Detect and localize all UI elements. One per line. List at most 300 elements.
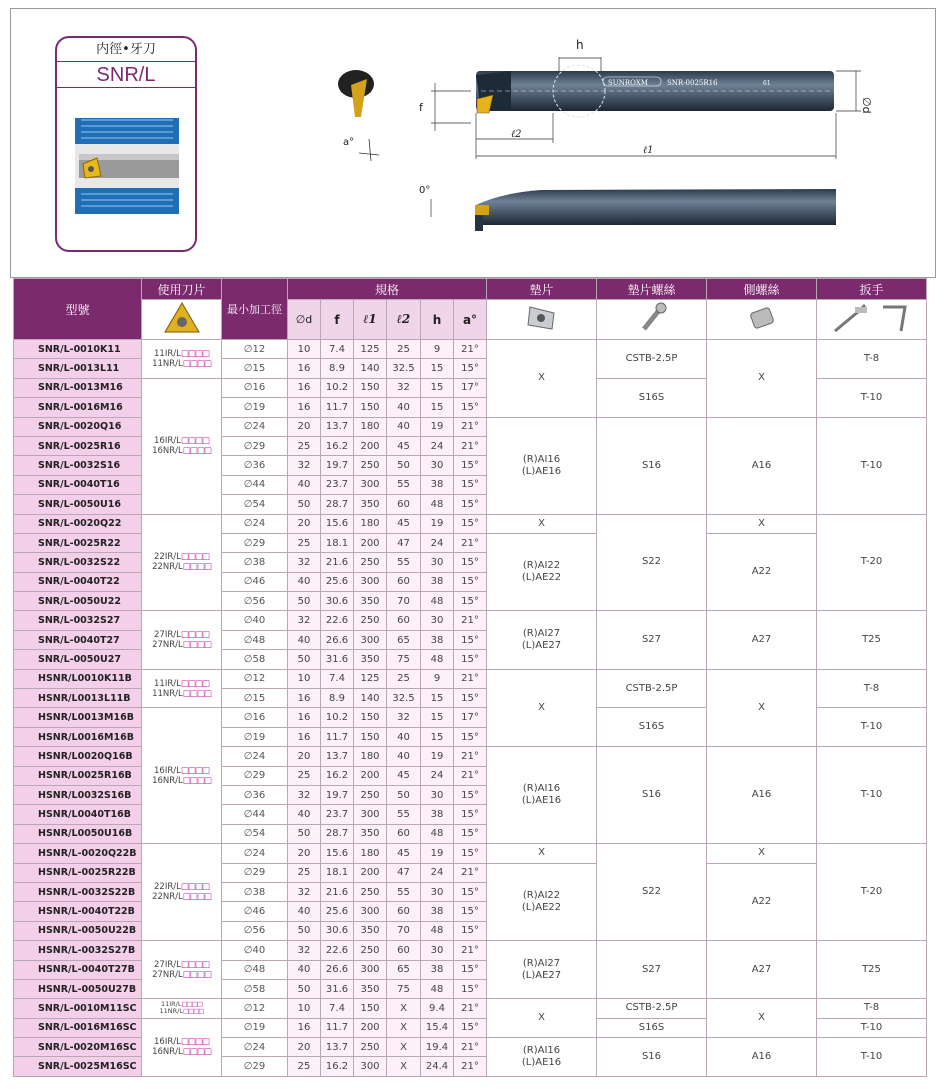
spec-cell: 47 — [387, 533, 421, 552]
model-cell: HSNR/L-0025R22B — [14, 863, 142, 882]
model-cell: SNR/L-0025R16 — [14, 436, 142, 455]
spec-cell: 20 — [288, 844, 321, 863]
spec-cell: 21° — [454, 766, 487, 785]
spec-cell: 32 — [288, 456, 321, 475]
spec-cell: 55 — [387, 475, 421, 494]
model-cell: SNR/L-0025M16SC — [14, 1057, 142, 1076]
header-model: 型號 — [14, 279, 142, 340]
spec-cell: 25 — [288, 1057, 321, 1076]
spec-cell: 19 — [421, 747, 454, 766]
model-cell: SNR/L-0040T27 — [14, 630, 142, 649]
min-bore-cell: ∅54 — [222, 824, 288, 843]
insert-cell — [142, 708, 222, 844]
model-cell: HSNR/L-0050U27B — [14, 979, 142, 998]
min-bore-cell: ∅38 — [222, 882, 288, 901]
boring-bar-side-view — [475, 189, 836, 231]
wrench-icon — [817, 300, 927, 340]
insert-mark: □□□□ — [180, 678, 209, 689]
side-screw-cell: X — [707, 999, 817, 1038]
spec-cell: 9 — [421, 340, 454, 359]
model-cell: SNR/L-0050U22 — [14, 592, 142, 611]
spec-cell: 20 — [288, 747, 321, 766]
spec-cell: 13.7 — [321, 747, 354, 766]
insert-line: 11IR/L — [154, 348, 181, 359]
min-bore-cell: ∅24 — [222, 514, 288, 533]
shim-cell: X — [487, 844, 597, 863]
spec-cell: 32 — [288, 611, 321, 630]
spec-cell: 40 — [387, 747, 421, 766]
insert-line: 16IR/L — [154, 436, 181, 447]
spec-cell: 60 — [387, 824, 421, 843]
spec-cell: 350 — [354, 592, 387, 611]
insert-mark: □□□□ — [182, 688, 211, 699]
insert-line: 16NR/L — [152, 1047, 183, 1058]
spec-cell: 40 — [288, 572, 321, 591]
spec-cell: 28.7 — [321, 824, 354, 843]
spec-cell: 125 — [354, 669, 387, 688]
spec-cell: 60 — [387, 902, 421, 921]
table-row — [14, 941, 927, 960]
spec-cell: X — [387, 1057, 421, 1076]
spec-cell: 21° — [454, 1057, 487, 1076]
spec-cell: 48 — [421, 650, 454, 669]
min-bore-cell: ∅15 — [222, 689, 288, 708]
insert-icon — [142, 300, 222, 340]
model-cell: SNR/L-0040T22 — [14, 572, 142, 591]
spec-cell: 350 — [354, 921, 387, 940]
side-screw-cell: A22 — [707, 863, 817, 941]
shim-screw-cell: S16S — [597, 708, 707, 747]
shim-screw-cell: CSTB-2.5P — [597, 999, 707, 1018]
model-cell: SNR/L-0050U16 — [14, 495, 142, 514]
spec-cell: 21.6 — [321, 553, 354, 572]
spec-cell: 15 — [421, 727, 454, 746]
min-bore-cell: ∅24 — [222, 1038, 288, 1057]
spec-cell: 32.5 — [387, 689, 421, 708]
spec-cell: 150 — [354, 378, 387, 397]
insert-mark: □□□□ — [182, 562, 211, 573]
spec-cell: 15° — [454, 785, 487, 804]
spec-cell: 150 — [354, 999, 387, 1018]
boring-bar-top-view — [476, 65, 836, 117]
shim-screw-cell: S22 — [597, 514, 707, 611]
spec-cell: 48 — [421, 979, 454, 998]
spec-cell: 21° — [454, 340, 487, 359]
insert-cell — [142, 378, 222, 514]
spec-col-h: h — [421, 300, 454, 340]
bar-model-text: SNR-0025R16 — [667, 79, 718, 87]
spec-cell: 40 — [288, 960, 321, 979]
min-bore-cell: ∅15 — [222, 359, 288, 378]
spec-cell: 15° — [454, 553, 487, 572]
spec-cell: 140 — [354, 359, 387, 378]
insert-mark: □□□□ — [182, 775, 211, 786]
insert-mark: □□□□ — [180, 348, 209, 359]
model-cell: SNR/L-0013M16 — [14, 378, 142, 397]
spec-cell: 30 — [421, 456, 454, 475]
model-cell: SNR/L-0010K11 — [14, 340, 142, 359]
spec-cell: 32 — [288, 785, 321, 804]
spec-cell: 250 — [354, 941, 387, 960]
spec-cell: 9 — [421, 669, 454, 688]
wrench-cell: T-20 — [817, 844, 927, 941]
insert-line: 16IR/L — [154, 1037, 181, 1048]
model-cell: HSNR/L0016M16B — [14, 727, 142, 746]
spec-cell: 15 — [421, 708, 454, 727]
spec-cell: 15° — [454, 902, 487, 921]
header-wrench: 扳手 — [817, 279, 927, 300]
model-cell: SNR/L-0032S27 — [14, 611, 142, 630]
table-row — [14, 669, 927, 688]
min-bore-cell: ∅12 — [222, 340, 288, 359]
shim-screw-cell: S27 — [597, 941, 707, 999]
insert-mark: □□□□ — [182, 640, 211, 651]
model-cell: SNR/L-0016M16SC — [14, 1018, 142, 1037]
spec-cell: 25.6 — [321, 902, 354, 921]
spec-cell: 38 — [421, 805, 454, 824]
spec-cell: 11.7 — [321, 727, 354, 746]
insert-line: 27IR/L — [154, 959, 181, 970]
header-insert: 使用刀片 — [142, 279, 222, 300]
table-row — [14, 844, 927, 863]
insert-mark: □□□□ — [180, 552, 209, 563]
spec-cell: 200 — [354, 1018, 387, 1037]
shim-icon — [487, 300, 597, 340]
spec-cell: X — [387, 1018, 421, 1037]
table-row — [14, 611, 927, 630]
spec-cell: 19 — [421, 844, 454, 863]
spec-cell: 150 — [354, 398, 387, 417]
shim-cell: (R)AI16 (L)AE16 — [487, 1038, 597, 1077]
shim-screw-cell: S16 — [597, 1038, 707, 1077]
spec-cell: 32 — [387, 708, 421, 727]
insert-cell — [142, 844, 222, 941]
model-cell: SNR/L-0025R22 — [14, 533, 142, 552]
side-screw-cell: A27 — [707, 611, 817, 669]
spec-cell: 21° — [454, 1038, 487, 1057]
min-bore-cell: ∅29 — [222, 436, 288, 455]
spec-cell: 10 — [288, 999, 321, 1018]
spec-cell: 250 — [354, 882, 387, 901]
spec-cell: 19.4 — [421, 1038, 454, 1057]
spec-cell: 18.1 — [321, 533, 354, 552]
min-bore-cell: ∅29 — [222, 766, 288, 785]
wrench-cell: T-20 — [817, 514, 927, 611]
spec-cell: 50 — [387, 785, 421, 804]
min-bore-cell: ∅12 — [222, 999, 288, 1018]
spec-cell: X — [387, 999, 421, 1018]
shim-cell: (R)AI22 (L)AE22 — [487, 533, 597, 611]
spec-cell: 31.6 — [321, 979, 354, 998]
min-bore-cell: ∅56 — [222, 592, 288, 611]
bar-number: 61 — [763, 80, 771, 87]
insert-cell — [142, 999, 222, 1018]
spec-cell: 15° — [454, 592, 487, 611]
shim-cell: (R)AI27 (L)AE27 — [487, 611, 597, 669]
spec-cell: 16 — [288, 727, 321, 746]
insert-end-view — [338, 70, 374, 117]
model-cell: HSNR/L-0032S22B — [14, 882, 142, 901]
spec-cell: 24 — [421, 766, 454, 785]
table-row — [14, 514, 927, 533]
shim-cell: X — [487, 514, 597, 533]
spec-cell: 15° — [454, 979, 487, 998]
header-shim: 墊片 — [487, 279, 597, 300]
table-row — [14, 999, 927, 1018]
model-cell: SNR/L-0040T16 — [14, 475, 142, 494]
model-cell: SNR/L-0032S22 — [14, 553, 142, 572]
insert-line: 11NR/L — [159, 1007, 183, 1016]
spec-cell: 15.6 — [321, 514, 354, 533]
spec-cell: 38 — [421, 902, 454, 921]
min-bore-cell: ∅48 — [222, 630, 288, 649]
spec-cell: 22.6 — [321, 941, 354, 960]
spec-cell: 250 — [354, 456, 387, 475]
spec-cell: 45 — [387, 766, 421, 785]
wrench-cell: T-10 — [817, 1038, 927, 1077]
spec-cell: 24.4 — [421, 1057, 454, 1076]
spec-cell: 9.4 — [421, 999, 454, 1018]
spec-cell: 75 — [387, 650, 421, 669]
shim-screw-cell: CSTB-2.5P — [597, 669, 707, 708]
spec-cell: 21° — [454, 436, 487, 455]
spec-cell: 21° — [454, 999, 487, 1018]
spec-cell: 15.4 — [421, 1018, 454, 1037]
spec-cell: 21° — [454, 669, 487, 688]
spec-cell: 48 — [421, 495, 454, 514]
spec-cell: 50 — [288, 824, 321, 843]
d-dimension-label: ∅d — [860, 97, 873, 114]
spec-cell: 350 — [354, 979, 387, 998]
insert-mark: □□□□ — [180, 630, 209, 641]
shim-cell: (R)AI27 (L)AE27 — [487, 941, 597, 999]
spec-cell: 25 — [387, 669, 421, 688]
spec-cell: 10.2 — [321, 378, 354, 397]
spec-cell: 11.7 — [321, 398, 354, 417]
spec-cell: 65 — [387, 630, 421, 649]
insert-cell — [142, 669, 222, 708]
shim-screw-cell: S22 — [597, 844, 707, 941]
spec-cell: 25 — [387, 340, 421, 359]
spec-cell: 125 — [354, 340, 387, 359]
side-screw-cell: A22 — [707, 533, 817, 611]
spec-cell: 300 — [354, 475, 387, 494]
spec-cell: 32 — [288, 941, 321, 960]
spec-cell: 300 — [354, 960, 387, 979]
specification-table — [13, 278, 927, 1077]
shim-cell: X — [487, 999, 597, 1038]
spec-cell: 21° — [454, 747, 487, 766]
spec-cell: 15° — [454, 727, 487, 746]
shim-screw-cell: S27 — [597, 611, 707, 669]
insert-line: 22NR/L — [152, 892, 183, 903]
spec-cell: 26.6 — [321, 630, 354, 649]
spec-cell: 70 — [387, 592, 421, 611]
spec-cell: 16 — [288, 689, 321, 708]
insert-mark: □□□□ — [180, 882, 209, 893]
insert-line: 27NR/L — [152, 969, 183, 980]
spec-cell: 25 — [288, 863, 321, 882]
shim-cell: (R)AI22 (L)AE22 — [487, 863, 597, 941]
spec-cell: 28.7 — [321, 495, 354, 514]
spec-cell: 60 — [387, 495, 421, 514]
spec-cell: 15° — [454, 844, 487, 863]
side-screw-cell: A27 — [707, 941, 817, 999]
spec-col-l1: ℓ1 — [354, 300, 387, 340]
model-cell: HSNR/L-0020Q22B — [14, 844, 142, 863]
spec-cell: 47 — [387, 863, 421, 882]
insert-line: 11NR/L — [152, 688, 183, 699]
spec-cell: 15° — [454, 572, 487, 591]
spec-cell: 22.6 — [321, 611, 354, 630]
spec-cell: 20 — [288, 417, 321, 436]
spec-cell: 16.2 — [321, 766, 354, 785]
spec-cell: 50 — [288, 592, 321, 611]
spec-cell: 50 — [288, 979, 321, 998]
h-dimension-label: h — [576, 38, 584, 52]
spec-cell: 200 — [354, 863, 387, 882]
wrench-cell: T-8 — [817, 669, 927, 708]
spec-cell: 15° — [454, 630, 487, 649]
min-bore-cell: ∅12 — [222, 669, 288, 688]
spec-cell: 150 — [354, 708, 387, 727]
side-screw-cell: X — [707, 669, 817, 747]
spec-cell: 50 — [387, 456, 421, 475]
spec-col-f: f — [321, 300, 354, 340]
spec-cell: 10 — [288, 669, 321, 688]
spec-cell: 350 — [354, 650, 387, 669]
min-bore-cell: ∅40 — [222, 611, 288, 630]
insert-line: 27NR/L — [152, 640, 183, 651]
wrench-cell: T-10 — [817, 378, 927, 417]
spec-cell: 8.9 — [321, 689, 354, 708]
spec-cell: 23.7 — [321, 805, 354, 824]
model-cell: HSNR/L0050U16B — [14, 824, 142, 843]
model-cell: SNR/L-0020Q16 — [14, 417, 142, 436]
insert-line: 16NR/L — [152, 446, 183, 457]
spec-cell: 32 — [288, 882, 321, 901]
badge-code: SNR/L — [57, 62, 195, 88]
spec-cell: 250 — [354, 553, 387, 572]
spec-cell: 25.6 — [321, 572, 354, 591]
spec-cell: 7.4 — [321, 999, 354, 1018]
shim-cell: X — [487, 340, 597, 418]
min-bore-cell: ∅16 — [222, 378, 288, 397]
min-bore-cell: ∅58 — [222, 650, 288, 669]
header-shim-screw: 墊片螺絲 — [597, 279, 707, 300]
spec-cell: 50 — [288, 495, 321, 514]
bore-section-illustration — [75, 118, 179, 214]
spec-cell: 350 — [354, 495, 387, 514]
wrench-cell: T25 — [817, 941, 927, 999]
spec-cell: 32.5 — [387, 359, 421, 378]
insert-mark: □□□□ — [182, 1047, 211, 1058]
wrench-cell: T-10 — [817, 417, 927, 514]
spec-cell: 16 — [288, 359, 321, 378]
spec-cell: 50 — [288, 921, 321, 940]
l2-dimension-label: ℓ2 — [511, 129, 522, 140]
spec-cell: 15 — [421, 689, 454, 708]
spec-cell: 21.6 — [321, 882, 354, 901]
min-bore-cell: ∅44 — [222, 805, 288, 824]
model-cell: SNR/L-0010M11SC — [14, 999, 142, 1018]
spec-cell: 16 — [288, 378, 321, 397]
spec-cell: 350 — [354, 824, 387, 843]
insert-mark: □□□□ — [182, 446, 211, 457]
spec-cell: 15.6 — [321, 844, 354, 863]
header-min-bore: 最小加工徑 — [222, 279, 288, 340]
spec-cell: 180 — [354, 844, 387, 863]
spec-cell: 15 — [421, 378, 454, 397]
spec-cell: 20 — [288, 1038, 321, 1057]
side-screw-cell: A16 — [707, 417, 817, 514]
side-screw-cell: A16 — [707, 1038, 817, 1077]
spec-cell: 300 — [354, 805, 387, 824]
spec-cell: 24 — [421, 863, 454, 882]
min-bore-cell: ∅19 — [222, 1018, 288, 1037]
shim-screw-cell: S16S — [597, 378, 707, 417]
spec-cell: 19 — [421, 417, 454, 436]
spec-cell: 26.6 — [321, 960, 354, 979]
spec-cell: 300 — [354, 572, 387, 591]
shim-cell: (R)AI16 (L)AE16 — [487, 747, 597, 844]
model-cell: SNR/L-0050U27 — [14, 650, 142, 669]
wrench-cell: T-8 — [817, 340, 927, 379]
spec-cell: 200 — [354, 436, 387, 455]
spec-cell: 16 — [288, 708, 321, 727]
insert-mark: □□□□ — [180, 959, 209, 970]
insert-mark: □□□□ — [180, 1037, 209, 1048]
insert-line: 11IR/L — [154, 678, 181, 689]
side-screw-cell: X — [707, 340, 817, 418]
spec-cell: 38 — [421, 630, 454, 649]
spec-cell: 19 — [421, 514, 454, 533]
min-bore-cell: ∅16 — [222, 708, 288, 727]
spec-cell: 16 — [288, 398, 321, 417]
spec-cell: 10 — [288, 340, 321, 359]
table-body — [14, 340, 927, 1077]
model-cell: HSNR/L-0050U22B — [14, 921, 142, 940]
header-side-screw: 側螺絲 — [707, 279, 817, 300]
insert-cell — [142, 340, 222, 379]
spec-cell: 65 — [387, 960, 421, 979]
spec-cell: 21° — [454, 611, 487, 630]
model-cell: HSNR/L0040T16B — [14, 805, 142, 824]
side-screw-cell: A16 — [707, 747, 817, 844]
spec-col-a: a° — [454, 300, 487, 340]
spec-cell: 15° — [454, 882, 487, 901]
spec-cell: 25 — [288, 436, 321, 455]
shim-screw-cell: S16 — [597, 417, 707, 514]
spec-cell: 16.2 — [321, 1057, 354, 1076]
spec-cell: 24 — [421, 436, 454, 455]
wrench-cell: T-8 — [817, 999, 927, 1018]
min-bore-cell: ∅46 — [222, 572, 288, 591]
spec-cell: 48 — [421, 921, 454, 940]
insert-line: 27IR/L — [154, 630, 181, 641]
min-bore-cell: ∅36 — [222, 456, 288, 475]
wrench-cell: T-10 — [817, 1018, 927, 1037]
spec-cell: 15° — [454, 824, 487, 843]
shim-screw-cell: S16S — [597, 1018, 707, 1037]
min-bore-cell: ∅19 — [222, 398, 288, 417]
spec-cell: 40 — [288, 630, 321, 649]
insert-line: 22IR/L — [154, 882, 181, 893]
min-bore-cell: ∅46 — [222, 902, 288, 921]
spec-cell: 200 — [354, 766, 387, 785]
spec-cell: 300 — [354, 630, 387, 649]
insert-mark: □□□□ — [182, 1007, 204, 1016]
